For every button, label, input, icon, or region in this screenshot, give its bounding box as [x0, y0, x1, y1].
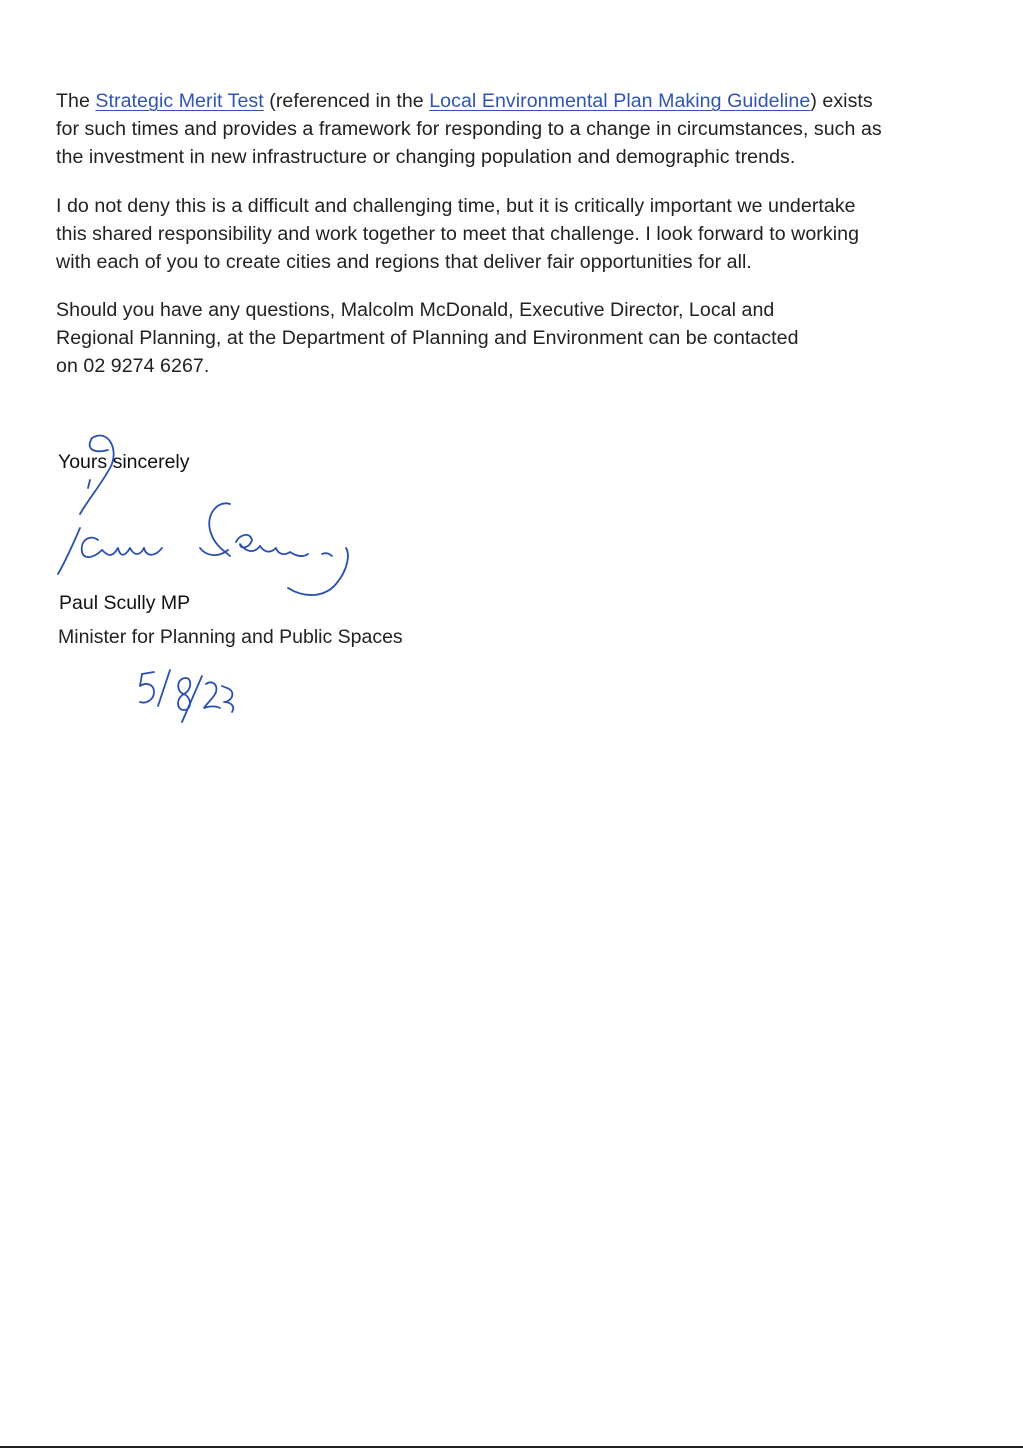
- handwritten-date: [130, 662, 260, 732]
- paragraph-line: Should you have any questions, Malcolm McDonald, Executive Director, Local and: [56, 299, 775, 321]
- paragraph-line: this shared responsibility and work together to meet that challenge. I look forward to working: [56, 223, 860, 246]
- paragraph-line: the investment in new infrastructure or changing population and demographic trends.: [56, 146, 796, 169]
- paragraph-line: for such times and provides a framework for responding to a change in circumstances, such as: [56, 118, 882, 141]
- signatory-title: Minister for Planning and Public Spaces: [58, 626, 403, 648]
- handwritten-signature: [50, 430, 370, 610]
- paragraph-line: with each of you to create cities and regions that deliver fair opportunities for all.: [56, 251, 752, 274]
- signatory-name: Paul Scully MP: [59, 592, 191, 614]
- strategic-merit-test-link[interactable]: Strategic Merit Test: [95, 90, 264, 112]
- closing-salutation: Yours sincerely: [58, 451, 190, 473]
- lep-making-guideline-link[interactable]: Local Environmental Plan Making Guideline: [429, 90, 811, 112]
- paragraph-line: The Strategic Merit Test (referenced in the Local Environmental Plan Making Guideline) exists: [56, 90, 873, 112]
- paragraph-line: Regional Planning, at the Department of Planning and Environment can be contacted: [56, 327, 799, 350]
- paragraph-line: I do not deny this is a difficult and challenging time, but it is critically important we undertake: [56, 195, 856, 217]
- paragraph-line: on 02 9274 6267.: [56, 355, 210, 378]
- paragraph-contact: [56, 296, 976, 381]
- paragraph-challenge: [56, 192, 976, 277]
- paragraph-strategic-merit: [56, 87, 976, 172]
